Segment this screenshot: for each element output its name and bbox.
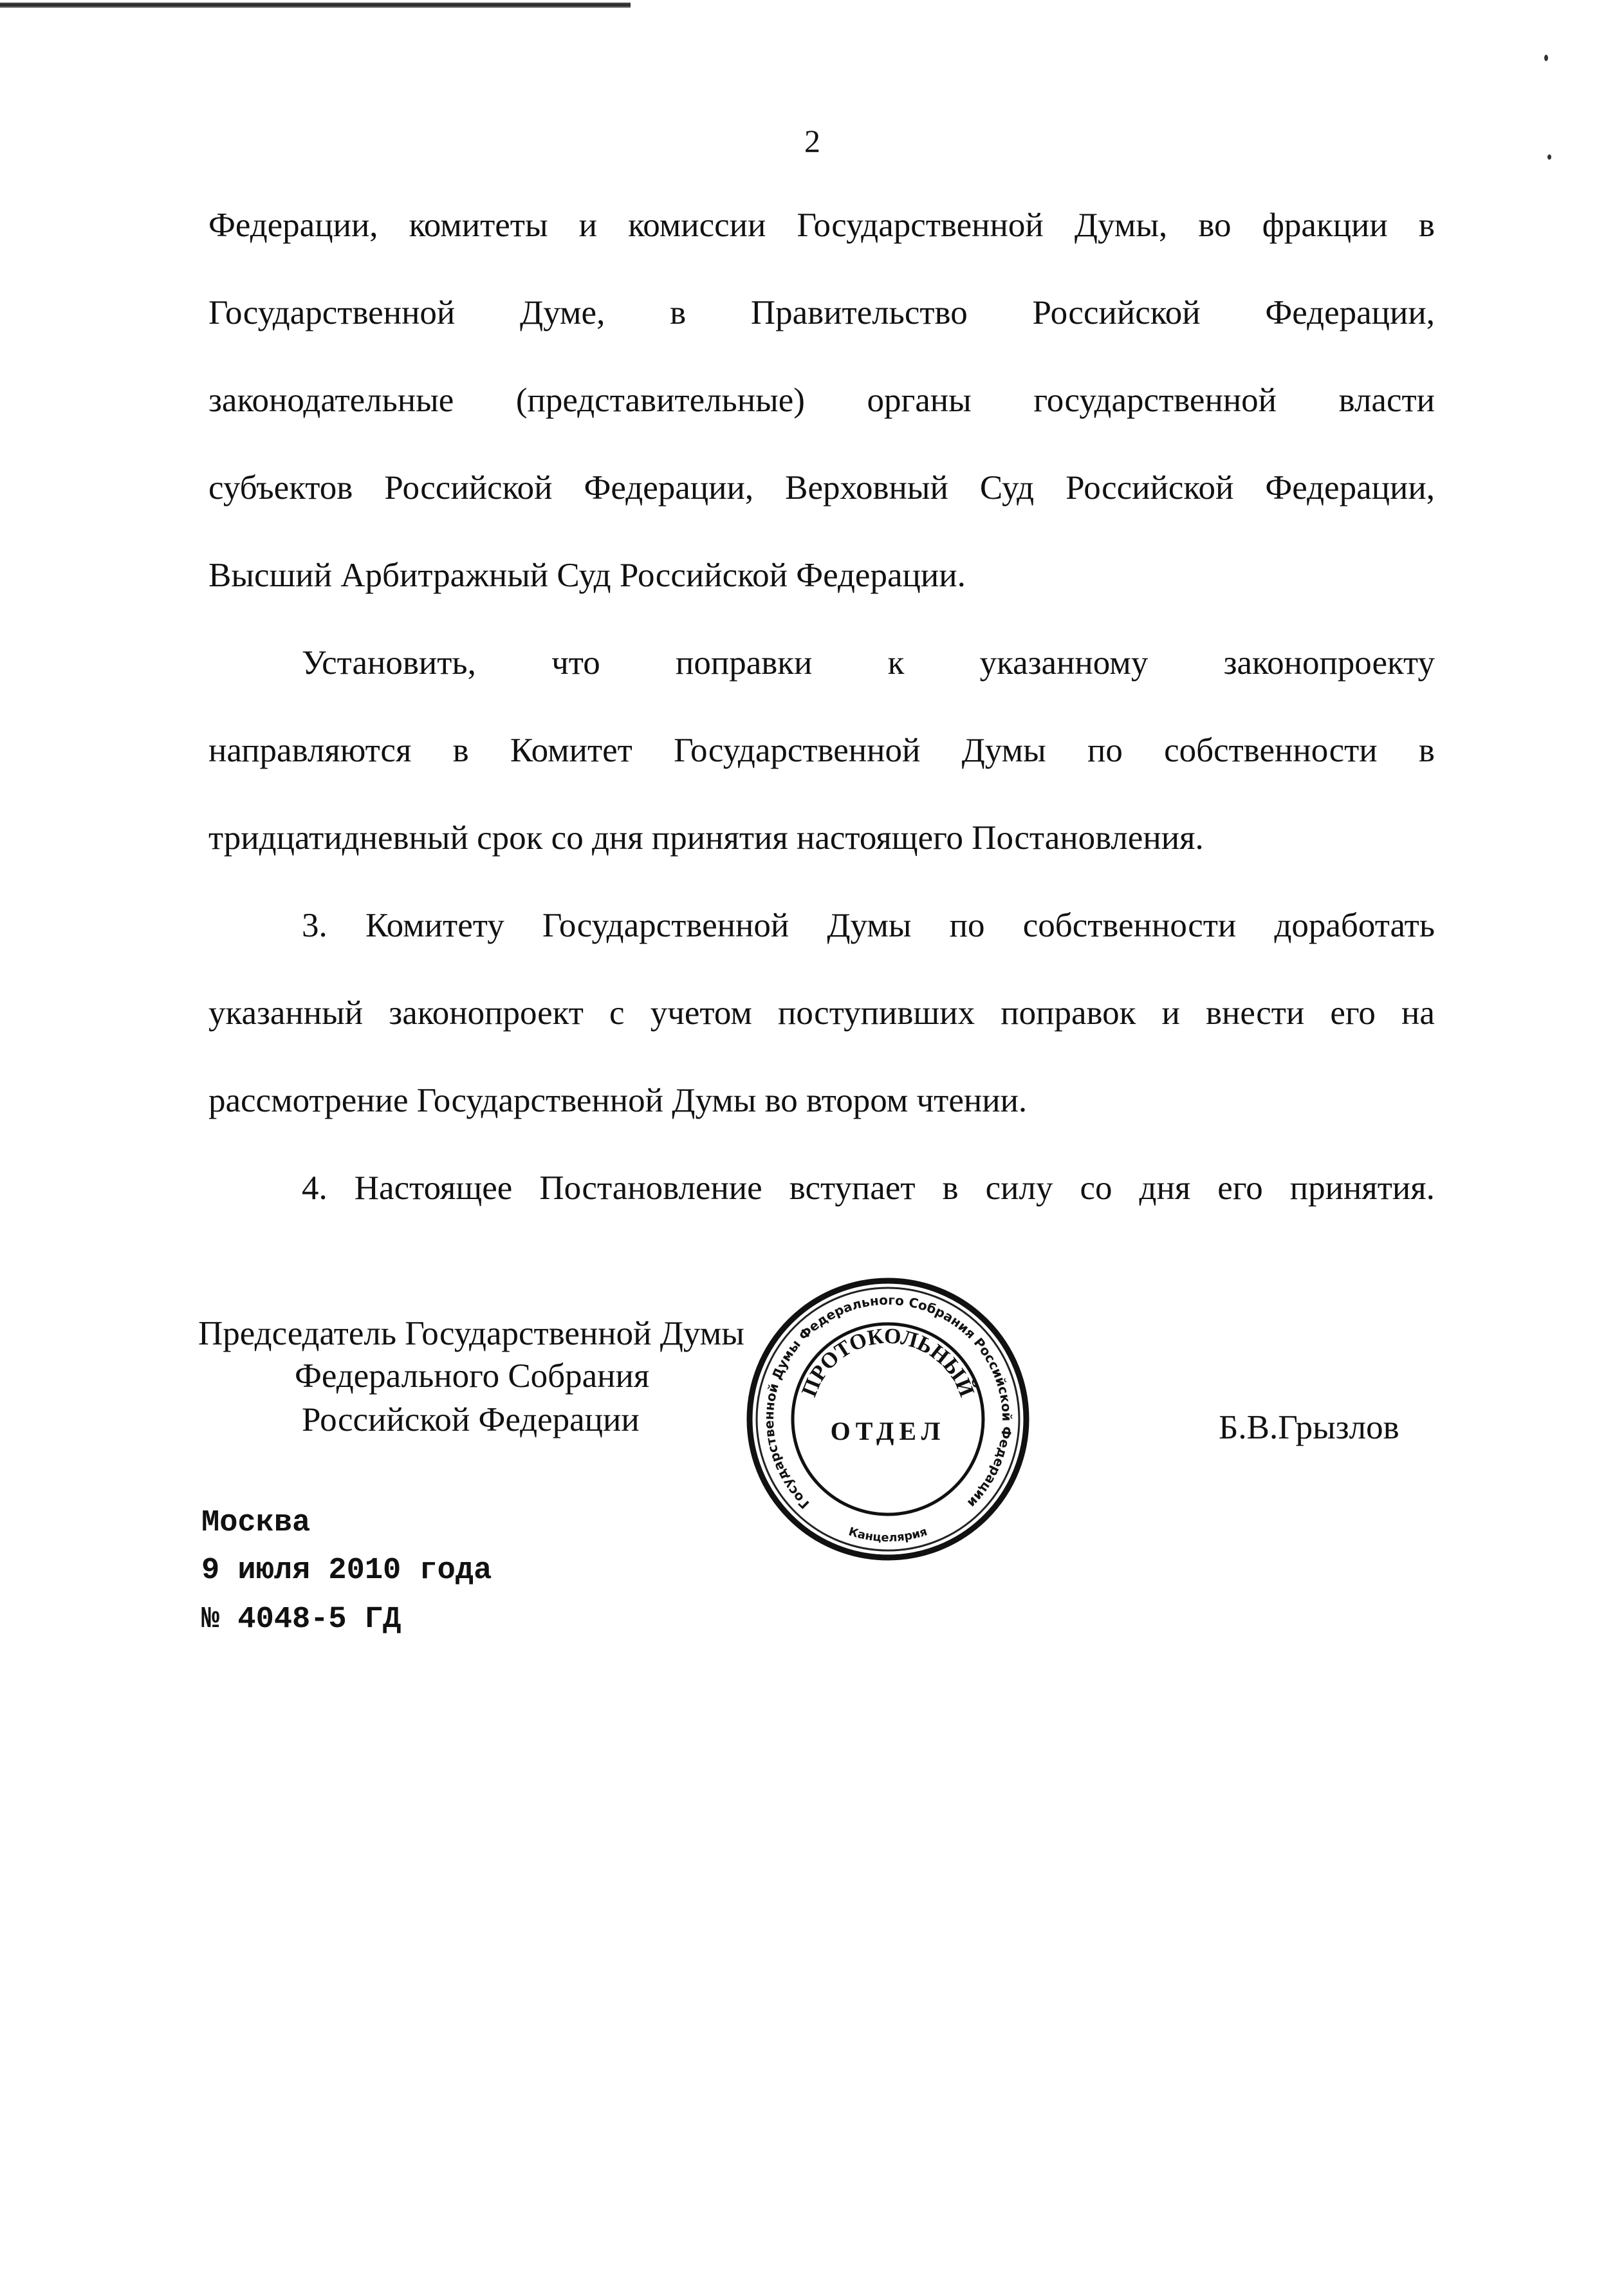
word: в bbox=[452, 732, 469, 769]
word: его bbox=[1330, 994, 1376, 1032]
text-line bbox=[208, 619, 1435, 707]
word: Думы bbox=[827, 907, 912, 944]
text-line: тридцатидневный срок со дня принятия настоящего Постановления. bbox=[208, 819, 1204, 857]
document-body bbox=[208, 181, 1435, 1232]
word: Государственной bbox=[797, 207, 1044, 244]
word: указанный bbox=[208, 994, 364, 1032]
word: что bbox=[551, 644, 600, 682]
word: по bbox=[949, 907, 985, 944]
stamp-arc-text: ПРОТОКОЛЬНЫЙ bbox=[797, 1324, 979, 1400]
word: доработать bbox=[1274, 907, 1435, 944]
word: и bbox=[578, 207, 598, 244]
text-line bbox=[208, 707, 1435, 794]
text-line bbox=[208, 882, 1435, 969]
text-line bbox=[208, 357, 1435, 444]
word: Комитет bbox=[510, 732, 632, 769]
word: субъектов bbox=[208, 469, 353, 507]
word: в bbox=[942, 1169, 959, 1207]
word: указанному bbox=[979, 644, 1149, 682]
word: собственности bbox=[1022, 907, 1237, 944]
word: фракции bbox=[1262, 207, 1388, 244]
word: в bbox=[1418, 207, 1435, 244]
word: принятия. bbox=[1289, 1169, 1435, 1207]
word: законодательные bbox=[208, 382, 454, 419]
text-line: Высший Арбитражный Суд Российской Федерации. bbox=[208, 557, 966, 594]
word: Федерации, bbox=[1265, 469, 1435, 507]
scan-edge-line bbox=[0, 3, 631, 8]
word: его bbox=[1217, 1169, 1263, 1207]
text-line bbox=[208, 1144, 1435, 1232]
signatory-name: Б.В.Грызлов bbox=[1219, 1409, 1399, 1446]
page-number: 2 bbox=[804, 123, 820, 159]
word: Установить, bbox=[302, 644, 476, 682]
scan-speck bbox=[1547, 154, 1551, 160]
signatory-title-line: Председатель Государственной Думы bbox=[198, 1315, 744, 1352]
word: поправки bbox=[675, 644, 813, 682]
stamp-bottom-text: Канцелярия bbox=[847, 1525, 929, 1545]
word: Постановление bbox=[539, 1169, 762, 1207]
word: Федерации, bbox=[208, 207, 378, 244]
paragraph bbox=[208, 619, 1435, 882]
word: Суд bbox=[979, 469, 1035, 507]
signatory-title-line: Российской Федерации bbox=[302, 1401, 640, 1438]
word: комитеты bbox=[409, 207, 548, 244]
word: поступивших bbox=[777, 994, 975, 1032]
scan-speck bbox=[1544, 55, 1548, 61]
word: в bbox=[1418, 732, 1435, 769]
word: к bbox=[887, 644, 905, 682]
word: Федерации, bbox=[1265, 294, 1435, 331]
word: внести bbox=[1206, 994, 1305, 1032]
text-line bbox=[208, 444, 1435, 532]
text-line: рассмотрение Государственной Думы во втором чтении. bbox=[208, 1082, 1028, 1119]
word: с bbox=[609, 994, 625, 1032]
word: законопроекту bbox=[1223, 644, 1435, 682]
word: Думы, bbox=[1074, 207, 1168, 244]
word: Комитету bbox=[365, 907, 504, 944]
word: Настоящее bbox=[354, 1169, 513, 1207]
word: поправок bbox=[1001, 994, 1136, 1032]
word: силу bbox=[985, 1169, 1053, 1207]
word: органы bbox=[867, 382, 972, 419]
paragraph bbox=[208, 1144, 1435, 1232]
place-of-signing: Москва bbox=[201, 1506, 311, 1540]
signatory-title-line: Федерального Собрания bbox=[295, 1357, 650, 1395]
stamp-center-text: ОТДЕЛ bbox=[830, 1417, 946, 1446]
word: по bbox=[1087, 732, 1123, 769]
word: Правительство bbox=[750, 294, 968, 331]
word: 3. bbox=[302, 907, 328, 944]
word: дня bbox=[1139, 1169, 1191, 1207]
document-date: 9 июля 2010 года bbox=[201, 1554, 492, 1588]
word: (представительные) bbox=[515, 382, 805, 419]
word: вступает bbox=[789, 1169, 916, 1207]
word: Государственной bbox=[542, 907, 789, 944]
word: власти bbox=[1338, 382, 1435, 419]
word: Думы bbox=[961, 732, 1046, 769]
word: учетом bbox=[650, 994, 752, 1032]
text-line bbox=[208, 269, 1435, 357]
word: Думе, bbox=[520, 294, 605, 331]
word: комиссии bbox=[628, 207, 766, 244]
word: Верховный bbox=[785, 469, 948, 507]
word: во bbox=[1198, 207, 1232, 244]
word: собственности bbox=[1164, 732, 1378, 769]
document-number: № 4048-5 ГД bbox=[201, 1603, 401, 1637]
word: на bbox=[1401, 994, 1435, 1032]
word: Российской bbox=[1032, 294, 1201, 331]
word: и bbox=[1161, 994, 1180, 1032]
paragraph bbox=[208, 882, 1435, 1144]
word: направляются bbox=[208, 732, 412, 769]
word: Российской bbox=[1066, 469, 1234, 507]
word: Государственной bbox=[674, 732, 921, 769]
word: 4. bbox=[302, 1169, 328, 1207]
official-stamp bbox=[740, 1271, 1036, 1567]
word: государственной bbox=[1033, 382, 1277, 419]
word: со bbox=[1080, 1169, 1112, 1207]
text-line bbox=[208, 181, 1435, 269]
paragraph bbox=[208, 181, 1435, 619]
word: в bbox=[670, 294, 687, 331]
text-line bbox=[208, 969, 1435, 1057]
word: Государственной bbox=[208, 294, 456, 331]
stamp-outer-text: Государственной Думы Федерального Собрания Российской Федерации bbox=[761, 1292, 1015, 1512]
word: Российской bbox=[384, 469, 553, 507]
word: законопроект bbox=[389, 994, 584, 1032]
word: Федерации, bbox=[584, 469, 754, 507]
